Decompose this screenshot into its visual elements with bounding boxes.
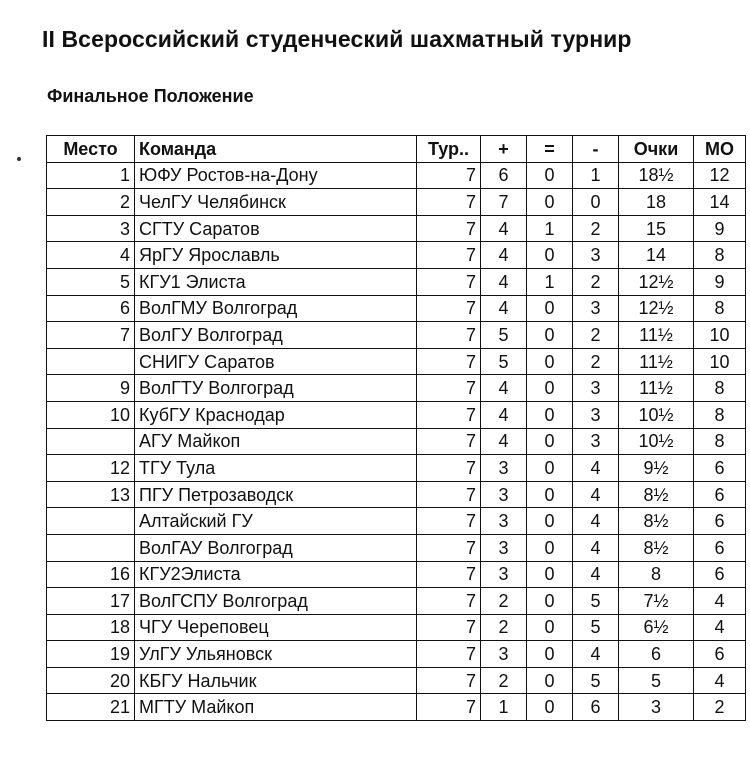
cell-mo: 10 — [694, 322, 746, 349]
cell-wins: 2 — [481, 588, 527, 615]
cell-losses: 0 — [573, 189, 619, 216]
table-row — [47, 295, 746, 322]
cell-place: 9 — [47, 375, 135, 402]
cell-draws: 0 — [527, 667, 573, 694]
cell-team: КГУ1 Элиста — [135, 268, 417, 295]
cell-losses: 2 — [573, 322, 619, 349]
cell-points: 12½ — [619, 268, 694, 295]
cell-place — [47, 428, 135, 455]
cell-tours: 7 — [417, 189, 481, 216]
cell-place: 17 — [47, 588, 135, 615]
cell-team: ВолГУ Волгоград — [135, 322, 417, 349]
table-row — [47, 508, 746, 535]
cell-tours: 7 — [417, 561, 481, 588]
cell-draws: 0 — [527, 481, 573, 508]
cell-points: 8½ — [619, 534, 694, 561]
cell-wins: 4 — [481, 401, 527, 428]
cell-mo: 8 — [694, 375, 746, 402]
cell-tours: 7 — [417, 268, 481, 295]
header-tours: Тур.. — [417, 136, 481, 163]
cell-team: СНИГУ Саратов — [135, 348, 417, 375]
cell-draws: 0 — [527, 588, 573, 615]
table-row — [47, 455, 746, 482]
cell-place: 16 — [47, 561, 135, 588]
cell-wins: 3 — [481, 641, 527, 668]
cell-wins: 2 — [481, 667, 527, 694]
cell-mo: 6 — [694, 455, 746, 482]
cell-team: ВолГМУ Волгоград — [135, 295, 417, 322]
cell-tours: 7 — [417, 322, 481, 349]
cell-draws: 0 — [527, 375, 573, 402]
cell-tours: 7 — [417, 508, 481, 535]
table-row — [47, 375, 746, 402]
cell-tours: 7 — [417, 215, 481, 242]
cell-draws: 0 — [527, 295, 573, 322]
header-place: Место — [47, 136, 135, 163]
cell-losses: 1 — [573, 162, 619, 189]
cell-team: ЧГУ Череповец — [135, 614, 417, 641]
cell-team: КГУ2Элиста — [135, 561, 417, 588]
cell-mo: 9 — [694, 268, 746, 295]
cell-tours: 7 — [417, 694, 481, 721]
cell-mo: 8 — [694, 428, 746, 455]
cell-losses: 4 — [573, 534, 619, 561]
cell-team: ВолГСПУ Волгоград — [135, 588, 417, 615]
cell-wins: 4 — [481, 375, 527, 402]
cell-points: 9½ — [619, 455, 694, 482]
cell-losses: 2 — [573, 215, 619, 242]
cell-tours: 7 — [417, 481, 481, 508]
cell-points: 11½ — [619, 375, 694, 402]
table-row — [47, 694, 746, 721]
cell-draws: 0 — [527, 242, 573, 269]
cell-place: 2 — [47, 189, 135, 216]
header-losses: - — [573, 136, 619, 163]
cell-place: 12 — [47, 455, 135, 482]
table-row — [47, 428, 746, 455]
table-row — [47, 189, 746, 216]
table-row — [47, 268, 746, 295]
cell-draws: 0 — [527, 189, 573, 216]
cell-draws: 0 — [527, 322, 573, 349]
cell-mo: 8 — [694, 295, 746, 322]
cell-team: КубГУ Краснодар — [135, 401, 417, 428]
cell-losses: 2 — [573, 348, 619, 375]
cell-wins: 4 — [481, 215, 527, 242]
cell-wins: 4 — [481, 268, 527, 295]
cell-losses: 4 — [573, 455, 619, 482]
cell-mo: 4 — [694, 667, 746, 694]
cell-wins: 1 — [481, 694, 527, 721]
cell-wins: 5 — [481, 322, 527, 349]
table-row — [47, 162, 746, 189]
cell-mo: 9 — [694, 215, 746, 242]
cell-team: МГТУ Майкоп — [135, 694, 417, 721]
cell-draws: 0 — [527, 614, 573, 641]
table-body — [47, 162, 746, 720]
cell-team: ЧелГУ Челябинск — [135, 189, 417, 216]
cell-mo: 6 — [694, 481, 746, 508]
table-row — [47, 561, 746, 588]
cell-losses: 4 — [573, 561, 619, 588]
cell-draws: 0 — [527, 348, 573, 375]
cell-tours: 7 — [417, 588, 481, 615]
cell-place — [47, 348, 135, 375]
cell-tours: 7 — [417, 375, 481, 402]
cell-draws: 0 — [527, 534, 573, 561]
cell-draws: 0 — [527, 428, 573, 455]
cell-place: 19 — [47, 641, 135, 668]
cell-losses: 4 — [573, 508, 619, 535]
cell-wins: 3 — [481, 481, 527, 508]
cell-points: 11½ — [619, 348, 694, 375]
cell-points: 8½ — [619, 481, 694, 508]
margin-dot — [17, 157, 21, 161]
cell-losses: 5 — [573, 588, 619, 615]
table-row — [47, 215, 746, 242]
header-mo: МО — [694, 136, 746, 163]
cell-wins: 3 — [481, 455, 527, 482]
cell-draws: 0 — [527, 641, 573, 668]
standings-table — [46, 135, 746, 721]
table-row — [47, 348, 746, 375]
cell-draws: 0 — [527, 162, 573, 189]
cell-mo: 12 — [694, 162, 746, 189]
cell-team: ЮФУ Ростов-на-Дону — [135, 162, 417, 189]
cell-points: 3 — [619, 694, 694, 721]
cell-place — [47, 534, 135, 561]
header-wins: + — [481, 136, 527, 163]
cell-losses: 3 — [573, 242, 619, 269]
page-title: II Всероссийский студенческий шахматный турнир — [42, 26, 632, 52]
section-subtitle: Финальное Положение — [47, 86, 254, 106]
cell-mo: 10 — [694, 348, 746, 375]
cell-losses: 2 — [573, 268, 619, 295]
table-row — [47, 322, 746, 349]
cell-team: ВолГТУ Волгоград — [135, 375, 417, 402]
cell-losses: 3 — [573, 428, 619, 455]
cell-place: 10 — [47, 401, 135, 428]
cell-tours: 7 — [417, 401, 481, 428]
table-header-row — [47, 136, 746, 163]
cell-losses: 4 — [573, 481, 619, 508]
cell-points: 10½ — [619, 428, 694, 455]
cell-mo: 2 — [694, 694, 746, 721]
cell-wins: 4 — [481, 295, 527, 322]
cell-tours: 7 — [417, 534, 481, 561]
cell-draws: 0 — [527, 561, 573, 588]
cell-points: 12½ — [619, 295, 694, 322]
cell-mo: 14 — [694, 189, 746, 216]
cell-wins: 2 — [481, 614, 527, 641]
cell-wins: 3 — [481, 534, 527, 561]
header-points: Очки — [619, 136, 694, 163]
cell-place: 13 — [47, 481, 135, 508]
table-row — [47, 641, 746, 668]
cell-points: 10½ — [619, 401, 694, 428]
cell-points: 14 — [619, 242, 694, 269]
cell-losses: 4 — [573, 641, 619, 668]
cell-wins: 6 — [481, 162, 527, 189]
cell-place: 21 — [47, 694, 135, 721]
cell-tours: 7 — [417, 242, 481, 269]
cell-team: УлГУ Ульяновск — [135, 641, 417, 668]
cell-tours: 7 — [417, 614, 481, 641]
cell-points: 11½ — [619, 322, 694, 349]
cell-team: ЯрГУ Ярославль — [135, 242, 417, 269]
cell-mo: 6 — [694, 641, 746, 668]
cell-tours: 7 — [417, 162, 481, 189]
cell-losses: 5 — [573, 614, 619, 641]
table-row — [47, 534, 746, 561]
cell-wins: 4 — [481, 242, 527, 269]
cell-wins: 7 — [481, 189, 527, 216]
cell-team: ТГУ Тула — [135, 455, 417, 482]
cell-place: 18 — [47, 614, 135, 641]
cell-losses: 6 — [573, 694, 619, 721]
header-draws: = — [527, 136, 573, 163]
cell-draws: 0 — [527, 694, 573, 721]
table-row — [47, 588, 746, 615]
cell-place: 20 — [47, 667, 135, 694]
cell-team: СГТУ Саратов — [135, 215, 417, 242]
cell-losses: 3 — [573, 295, 619, 322]
cell-place — [47, 508, 135, 535]
cell-losses: 3 — [573, 401, 619, 428]
cell-points: 5 — [619, 667, 694, 694]
cell-wins: 3 — [481, 508, 527, 535]
cell-team: Алтайский ГУ — [135, 508, 417, 535]
cell-wins: 5 — [481, 348, 527, 375]
cell-tours: 7 — [417, 348, 481, 375]
cell-mo: 4 — [694, 614, 746, 641]
cell-place: 4 — [47, 242, 135, 269]
cell-tours: 7 — [417, 455, 481, 482]
cell-losses: 5 — [573, 667, 619, 694]
cell-draws: 1 — [527, 215, 573, 242]
table-row — [47, 401, 746, 428]
cell-mo: 6 — [694, 534, 746, 561]
cell-wins: 4 — [481, 428, 527, 455]
cell-mo: 6 — [694, 561, 746, 588]
cell-points: 6½ — [619, 614, 694, 641]
cell-points: 18 — [619, 189, 694, 216]
cell-tours: 7 — [417, 667, 481, 694]
cell-team: ВолГАУ Волгоград — [135, 534, 417, 561]
cell-points: 8 — [619, 561, 694, 588]
cell-draws: 0 — [527, 455, 573, 482]
cell-wins: 3 — [481, 561, 527, 588]
cell-draws: 0 — [527, 401, 573, 428]
cell-mo: 8 — [694, 401, 746, 428]
cell-mo: 6 — [694, 508, 746, 535]
table-row — [47, 242, 746, 269]
cell-points: 7½ — [619, 588, 694, 615]
header-team: Команда — [135, 136, 417, 163]
cell-mo: 4 — [694, 588, 746, 615]
table-row — [47, 481, 746, 508]
cell-tours: 7 — [417, 641, 481, 668]
cell-place: 7 — [47, 322, 135, 349]
cell-team: АГУ Майкоп — [135, 428, 417, 455]
cell-draws: 1 — [527, 268, 573, 295]
cell-points: 8½ — [619, 508, 694, 535]
cell-points: 6 — [619, 641, 694, 668]
cell-team: КБГУ Нальчик — [135, 667, 417, 694]
cell-place: 5 — [47, 268, 135, 295]
cell-place: 3 — [47, 215, 135, 242]
cell-tours: 7 — [417, 428, 481, 455]
cell-draws: 0 — [527, 508, 573, 535]
cell-team: ПГУ Петрозаводск — [135, 481, 417, 508]
cell-points: 15 — [619, 215, 694, 242]
cell-tours: 7 — [417, 295, 481, 322]
cell-place: 1 — [47, 162, 135, 189]
cell-losses: 3 — [573, 375, 619, 402]
cell-place: 6 — [47, 295, 135, 322]
cell-points: 18½ — [619, 162, 694, 189]
table-row — [47, 614, 746, 641]
table-row — [47, 667, 746, 694]
cell-mo: 8 — [694, 242, 746, 269]
